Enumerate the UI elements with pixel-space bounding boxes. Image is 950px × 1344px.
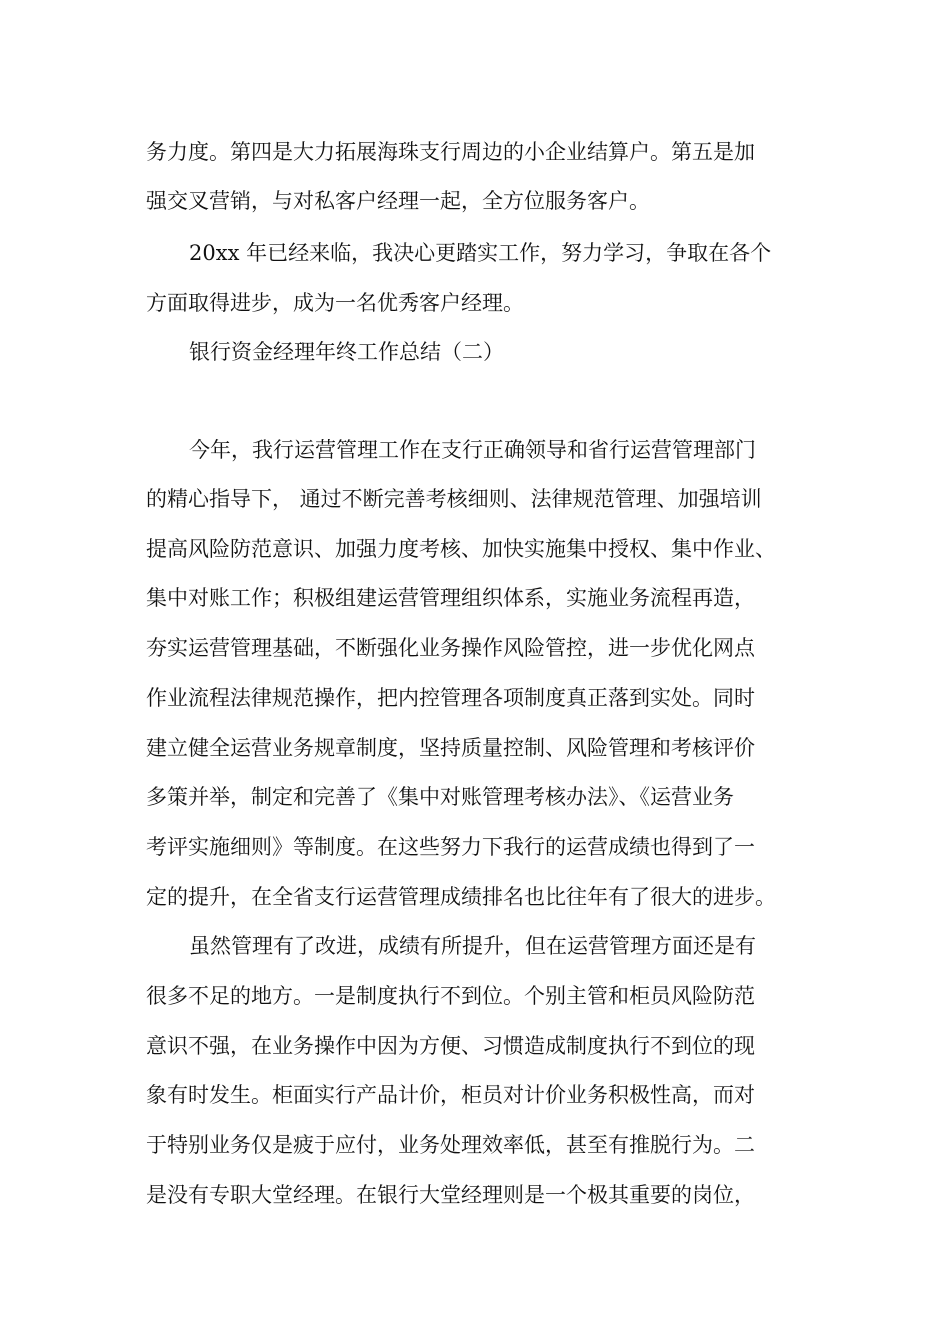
text-line-15: 定的提升，在全省支行运营管理成绩排名也比往年有了很大的进步。: [146, 885, 776, 909]
text-line-13: 多策并举，制定和完善了《集中对账管理考核办法》、《运营业务: [146, 785, 734, 809]
text-line-8: 提高风险防范意识、加强力度考核、加快实施集中授权、集中作业、: [146, 537, 776, 561]
text-line-14: 考评实施细则》等制度。在这些努力下我行的运营成绩也得到了一: [146, 835, 755, 859]
text-line-3: 20xx 年已经来临，我决心更踏实工作，努力学习，争取在各个: [189, 241, 772, 265]
text-line-17: 很多不足的地方。一是制度执行不到位。个别主管和柜员风险防范: [146, 984, 755, 1008]
text-line-16: 虽然管理有了改进，成绩有所提升，但在运营管理方面还是有: [189, 934, 756, 958]
text-line-18: 意识不强，在业务操作中因为方便、习惯造成制度执行不到位的现: [146, 1034, 755, 1058]
text-line-12: 建立健全运营业务规章制度，坚持质量控制、风险管理和考核评价: [146, 736, 755, 760]
text-line-19: 象有时发生。柜面实行产品计价，柜员对计价业务积极性高，而对: [146, 1083, 755, 1107]
text-line-9: 集中对账工作；积极组建运营管理组织体系，实施业务流程再造，: [146, 586, 755, 610]
section-heading: 银行资金经理年终工作总结（二）: [189, 340, 504, 364]
text-line-20: 于特别业务仅是疲于应付，业务处理效率低，甚至有推脱行为。二: [146, 1133, 755, 1157]
text-line-11: 作业流程法律规范操作，把内控管理各项制度真正落到实处。同时: [146, 686, 755, 710]
text-line-7: 的精心指导下， 通过不断完善考核细则、法律规范管理、加强培训: [146, 487, 762, 511]
text-line-6: 今年，我行运营管理工作在支行正确领导和省行运营管理部门: [189, 438, 756, 462]
text-line-10: 夯实运营管理基础，不断强化业务操作风险管控，进一步优化网点: [146, 636, 755, 660]
text-line-4: 方面取得进步，成为一名优秀客户经理。: [146, 291, 524, 315]
text-line-2: 强交叉营销，与对私客户经理一起，全方位服务客户。: [146, 189, 650, 213]
text-line-1: 务力度。第四是大力拓展海珠支行周边的小企业结算户。第五是加: [146, 140, 755, 164]
text-line-21: 是没有专职大堂经理。在银行大堂经理则是一个极其重要的岗位，: [146, 1183, 755, 1207]
